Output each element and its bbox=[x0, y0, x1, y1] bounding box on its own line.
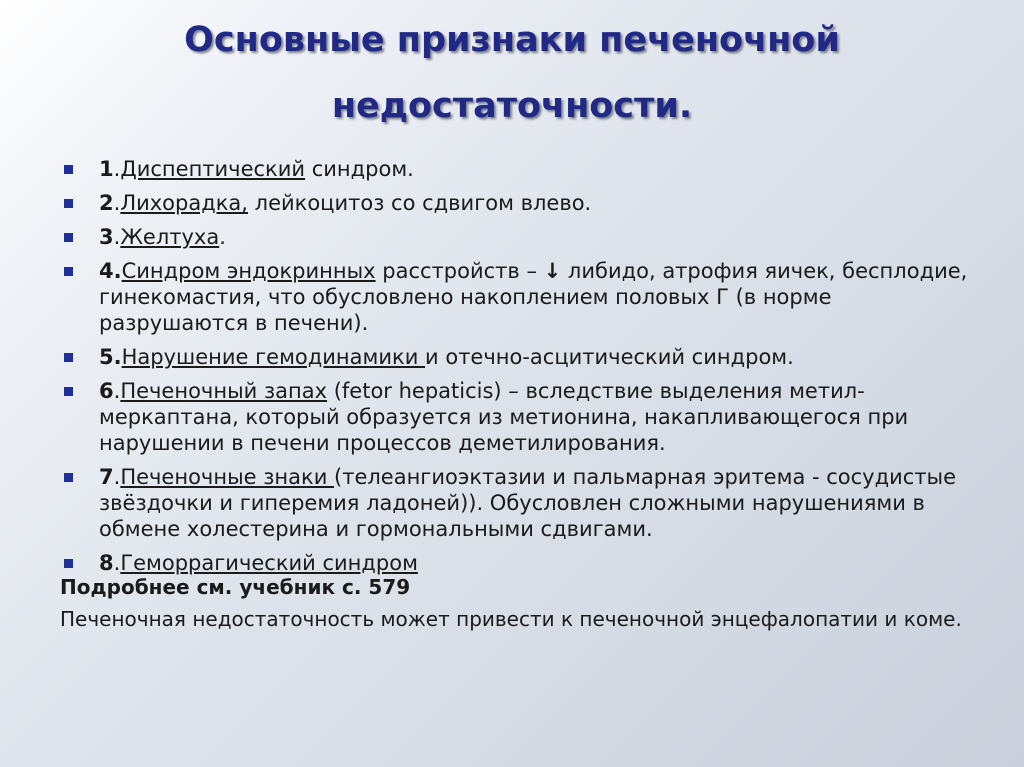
item-text: синдром. bbox=[305, 157, 414, 181]
item-term: Нарушение гемодинамики bbox=[121, 345, 426, 369]
item-text: либидо, атрофия яичек, бесплодие, гинекомастия, что обусловлено накоплением половых Г (в норме разрушаются в печени). bbox=[99, 259, 968, 335]
item-text: (fetor hepaticis) – вследствие выделения метил-меркаптана, который образуется из метионина, накапливающегося при нарушении в печени процессов деметилирования. bbox=[99, 379, 909, 455]
footer bbox=[60, 574, 990, 632]
arrow-down-icon: ↓ bbox=[543, 259, 562, 283]
list-item-6 bbox=[64, 378, 974, 456]
item-number: 6 bbox=[99, 379, 114, 403]
item-text: и отечно-асцитический синдром. bbox=[425, 345, 794, 369]
item-separator: . bbox=[113, 379, 121, 403]
item-term: Лихорадка, bbox=[120, 191, 248, 215]
item-number: 3 bbox=[99, 225, 114, 249]
slide-title-line-1: Основные признаки печеночной bbox=[184, 20, 840, 60]
signs-list bbox=[64, 156, 974, 584]
list-item-8 bbox=[64, 550, 974, 576]
item-separator: . bbox=[113, 225, 121, 249]
item-text: (телеангиоэктазии и пальмарная эритема - сосудистые звёздочки и гиперемия ладоней)). Обусловлен сложными нарушениями в обмене холестерина и гормональными сдвигами. bbox=[99, 465, 957, 541]
item-number: 2 bbox=[99, 191, 114, 215]
item-number: 5. bbox=[99, 345, 122, 369]
square-bullet-icon bbox=[64, 233, 73, 242]
list-item-3 bbox=[64, 224, 974, 250]
item-number: 1 bbox=[99, 157, 114, 181]
square-bullet-icon bbox=[64, 267, 73, 276]
item-separator: . bbox=[113, 551, 121, 575]
conclusion-note: Печеночная недостаточность может привести к печеночной энцефалопатии и коме. bbox=[60, 607, 962, 631]
item-term: Синдром эндокринных bbox=[121, 259, 376, 283]
item-text: . bbox=[219, 225, 226, 249]
item-text: лейкоцитоз со сдвигом влево. bbox=[247, 191, 592, 215]
square-bullet-icon bbox=[64, 199, 73, 208]
textbook-reference: Подробнее см. учебник с. 579 bbox=[60, 575, 411, 599]
slide-title-line-2: недостаточности. bbox=[331, 86, 693, 126]
item-term: Печеночный запах bbox=[120, 379, 328, 403]
item-term: Печеночные знаки bbox=[120, 465, 335, 489]
item-term: Диспептический bbox=[120, 157, 306, 181]
square-bullet-icon bbox=[64, 559, 73, 568]
item-separator: . bbox=[113, 157, 121, 181]
item-text-before-arrow: расстройств – bbox=[375, 259, 544, 283]
square-bullet-icon bbox=[64, 473, 73, 482]
square-bullet-icon bbox=[64, 353, 73, 362]
list-item-7 bbox=[64, 464, 974, 542]
item-number: 4. bbox=[99, 259, 122, 283]
item-separator: . bbox=[113, 465, 121, 489]
list-item-5 bbox=[64, 344, 974, 370]
list-item-1 bbox=[64, 156, 974, 182]
item-separator: . bbox=[113, 191, 121, 215]
item-term: Геморрагический синдром bbox=[120, 551, 418, 575]
list-item-4 bbox=[64, 258, 974, 336]
item-number: 8 bbox=[99, 551, 114, 575]
item-term: Желтуха bbox=[120, 225, 220, 249]
list-item-2 bbox=[64, 190, 974, 216]
square-bullet-icon bbox=[64, 387, 73, 396]
item-number: 7 bbox=[99, 465, 114, 489]
square-bullet-icon bbox=[64, 165, 73, 174]
